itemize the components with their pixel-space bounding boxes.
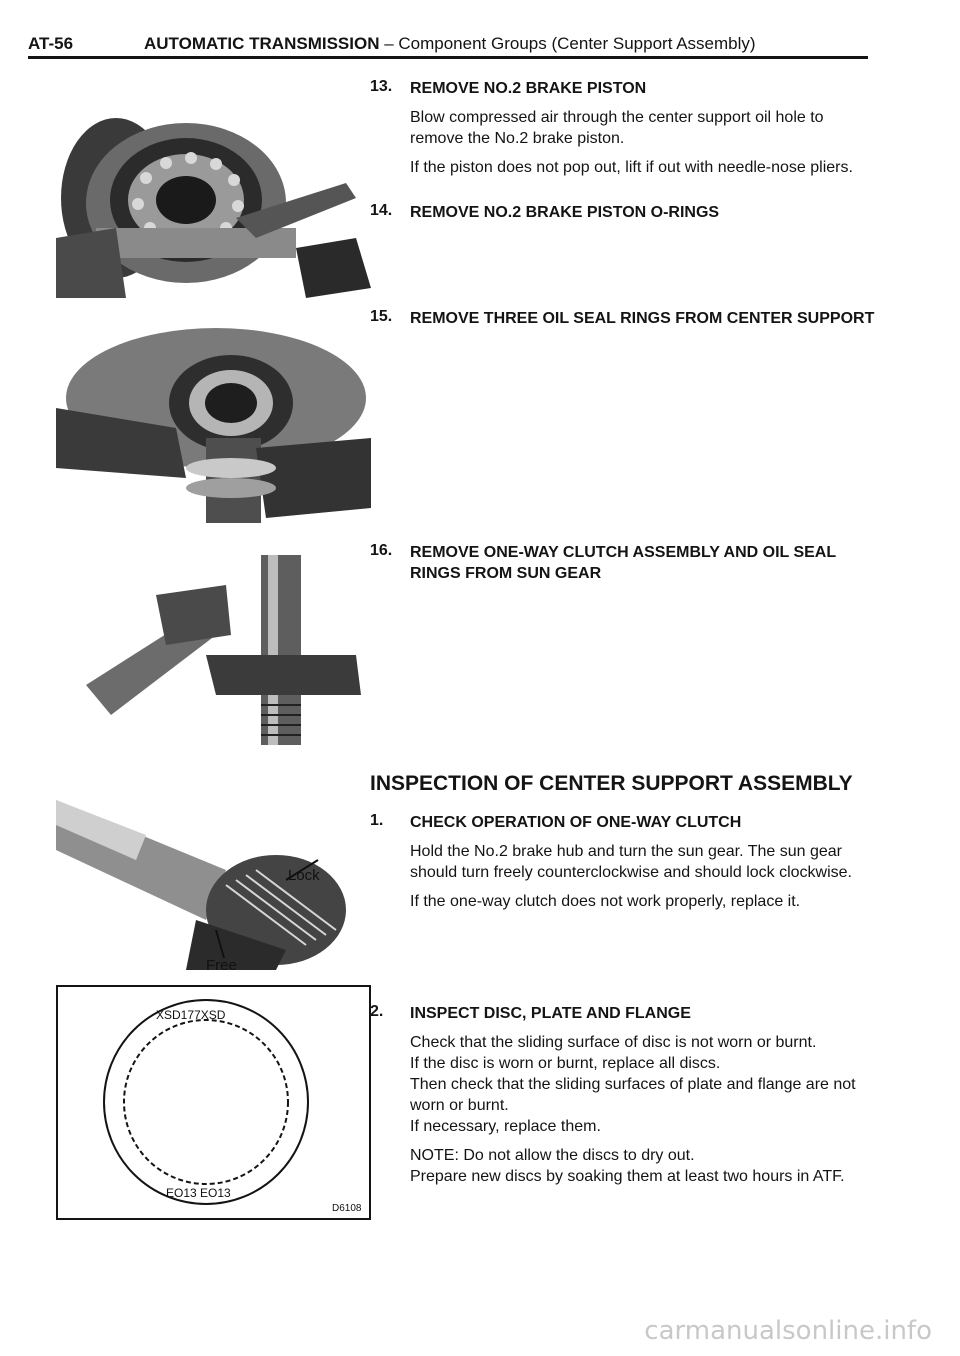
step-number: 2. <box>370 1003 384 1020</box>
figure-oil-seal-rings-photo <box>56 318 371 528</box>
figure-one-way-clutch-photo <box>56 780 371 970</box>
figure-sun-gear-photo <box>56 555 371 745</box>
step-heading: INSPECT DISC, PLATE AND FLANGE <box>410 1005 691 1022</box>
inspection-step-1 <box>370 812 880 912</box>
step-number: 1. <box>370 812 384 829</box>
step-text: If the piston does not pop out, lift if out with needle-nose pliers. <box>410 159 853 176</box>
fig-lock-label: Lock <box>288 867 320 884</box>
step-text: Check that the sliding surface of disc is not worn or burnt. <box>410 1034 817 1051</box>
title-rest: – Component Groups (Center Support Assembly) <box>379 34 756 53</box>
step-16 <box>370 542 880 584</box>
figure-id: D6108 <box>332 1203 362 1214</box>
step-heading: REMOVE ONE-WAY CLUTCH ASSEMBLY AND OIL SEAL RINGS FROM SUN GEAR <box>410 544 836 582</box>
step-number: 13. <box>370 78 393 95</box>
step-text: Then check that the sliding surfaces of plate and flange are not worn or burnt. <box>410 1076 856 1114</box>
step-text: Hold the No.2 brake hub and turn the sun gear. The sun gear should turn freely counterclockwise and should lock clockwise. <box>410 843 852 881</box>
title-bold: AUTOMATIC TRANSMISSION <box>144 34 380 53</box>
page-code: AT-56 <box>28 34 74 53</box>
disc-bottom-code: EO13 EO13 <box>166 1186 231 1200</box>
step-number: 14. <box>370 202 393 219</box>
step-text: If necessary, replace them. <box>410 1118 601 1135</box>
fig-free-label: Free <box>206 957 237 970</box>
step-number: 15. <box>370 308 393 325</box>
step-heading: CHECK OPERATION OF ONE-WAY CLUTCH <box>410 814 742 831</box>
step-heading: REMOVE NO.2 BRAKE PISTON <box>410 80 647 97</box>
step-text: If the one-way clutch does not work properly, replace it. <box>410 893 801 910</box>
inspection-section-title: INSPECTION OF CENTER SUPPORT ASSEMBLY <box>370 772 853 795</box>
step-text: Blow compressed air through the center support oil hole to remove the No.2 brake piston. <box>410 109 824 147</box>
step-note: NOTE: Do not allow the discs to dry out. <box>410 1147 695 1164</box>
disc-top-code: XSD177XSD <box>156 1008 226 1022</box>
watermark: carmanualsonline.info <box>644 1316 932 1346</box>
figure-disc-diagram <box>56 985 371 1220</box>
figure-brake-piston-photo <box>56 88 371 298</box>
step-15 <box>370 308 880 329</box>
page-header <box>28 30 868 59</box>
step-heading: REMOVE NO.2 BRAKE PISTON O-RINGS <box>410 204 720 221</box>
inspection-step-2 <box>370 1003 880 1187</box>
step-13 <box>370 78 880 178</box>
step-text: If the disc is worn or burnt, replace all discs. <box>410 1055 721 1072</box>
step-14 <box>370 202 880 223</box>
step-note: Prepare new discs by soaking them at least two hours in ATF. <box>410 1168 845 1185</box>
step-heading: REMOVE THREE OIL SEAL RINGS FROM CENTER SUPPORT <box>410 310 875 327</box>
page-title <box>144 34 756 54</box>
step-number: 16. <box>370 542 393 559</box>
